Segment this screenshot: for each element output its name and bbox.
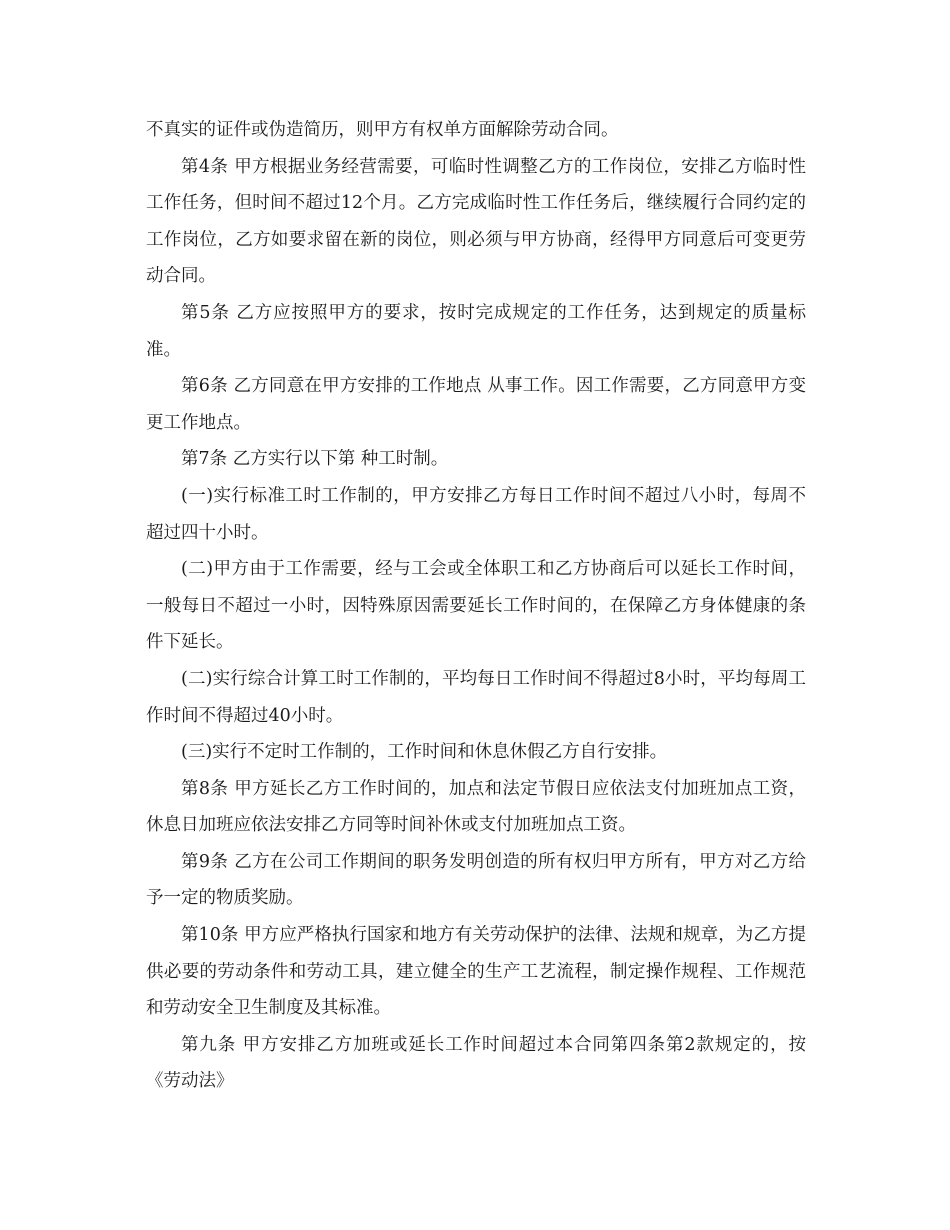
paragraph-article-8: 第8条 甲方延长乙方工作时间的，加点和法定节假日应依法支付加班加点工资，休息日加班应依法安排乙方同等时间补休或支付加班加点工资。 bbox=[146, 778, 806, 836]
paragraph-article-nine: 第九条 甲方安排乙方加班或延长工作时间超过本合同第四条第2款规定的，按《劳动法》 bbox=[146, 1034, 806, 1092]
paragraph-item-standard-hours: (一)实行标准工时工作制的，甲方安排乙方每日工作时间不超过八小时，每周不超过四十小时。 bbox=[146, 485, 806, 543]
document-body bbox=[146, 112, 806, 1100]
paragraph-article-10: 第10条 甲方应严格执行国家和地方有关劳动保护的法律、法规和规章，为乙方提供必要的劳动条件和劳动工具，建立健全的生产工艺流程，制定操作规程、工作规范和劳动安全卫生制度及其标准。 bbox=[146, 925, 806, 1019]
paragraph-article-9: 第9条 乙方在公司工作期间的职务发明创造的所有权归甲方所有，甲方对乙方给予一定的物质奖励。 bbox=[146, 851, 806, 909]
paragraph-item-flexible-hours: (三)实行不定时工作制的，工作时间和休息休假乙方自行安排。 bbox=[181, 742, 668, 763]
paragraph-item-overtime: (二)甲方由于工作需要，经与工会或全体职工和乙方协商后可以延长工作时间，一般每日不超过一小时，因特殊原因需要延长工作时间的，在保障乙方身体健康的条件下延长。 bbox=[146, 559, 806, 653]
paragraph-article-6: 第6条 乙方同意在甲方安排的工作地点 从事工作。因工作需要，乙方同意甲方变更工作地点。 bbox=[146, 376, 806, 433]
paragraph-continuation: 不真实的证件或伪造简历，则甲方有权单方面解除劳动合同。 bbox=[146, 120, 619, 140]
paragraph-article-7: 第7条 乙方实行以下第 种工时制。 bbox=[181, 449, 449, 470]
paragraph-article-4: 第4条 甲方根据业务经营需要，可临时性调整乙方的工作岗位，安排乙方临时性工作任务，但时间不超过12个月。乙方完成临时性工作任务后，继续履行合同约定的工作岗位，乙方如要求留在新的岗位，则必须与甲方协商，经得甲方同意后可变更劳动合同。 bbox=[146, 156, 806, 287]
paragraph-item-comprehensive-hours: (二)实行综合计算工时工作制的，平均每日工作时间不得超过8小时，平均每周工作时间不得超过40小时。 bbox=[146, 668, 806, 726]
paragraph-article-5: 第5条 乙方应按照甲方的要求，按时完成规定的工作任务，达到规定的质量标准。 bbox=[146, 302, 806, 360]
